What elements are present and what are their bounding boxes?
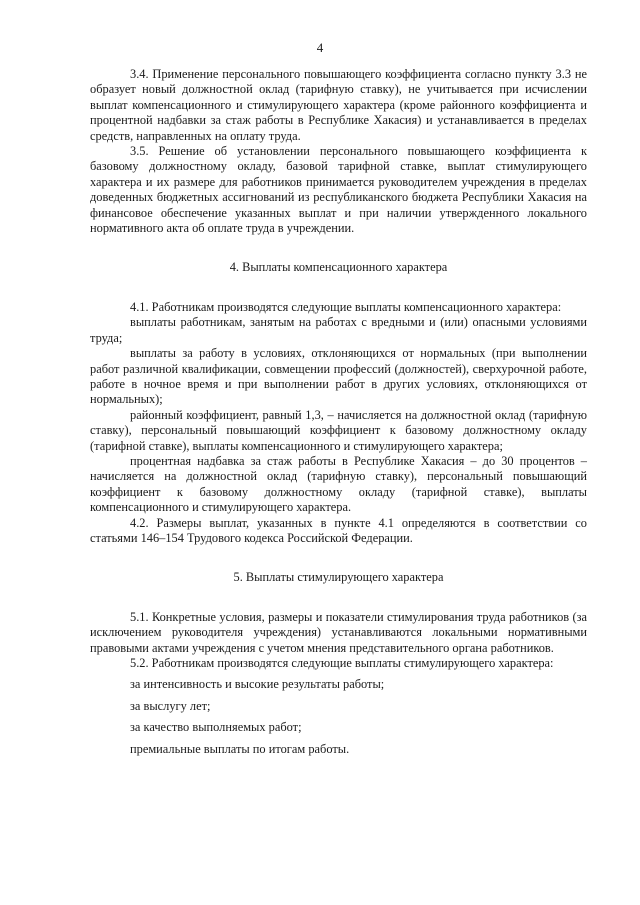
list-item: премиальные выплаты по итогам работы. [130,741,350,756]
section-4-title: 4. Выплаты компенсационного характера [229,260,448,275]
paragraph-4-2: 4.2. Размеры выплат, указанных в пункте 4.1 определяются в соответствии со статьями 146–154 Трудового кодекса Российской Федерации. [90,515,587,545]
page-number: 4 [316,40,324,55]
list-item: за качество выполняемых работ; [130,720,302,735]
paragraph-4-1-item-2: выплаты за работу в условиях, отклоняющихся от нормальных (при выполнении работ различной квалификации, совмещении профессий (должностей), сверхурочной работе, работе в ночное время и при выполнении работ в других условиях, отклоняющихся от нормальных); [90,346,587,407]
paragraph-4-1-item-1: выплаты работникам, занятым на работах с вредными и (или) опасными условиями труда; [90,315,587,345]
paragraph-3-5: 3.5. Решение об установлении персонального повышающего коэффициента к базовому должностному окладу, базовой тарифной ставке, выплат стимулирующего характера и их размере для работников принимается руководителем учреждения в пределах доведенных бюджетных ассигнований из республиканского бюджета Республики Хакасия на финансовое обеспечение указанных выплат и при наличии утвержденного локального нормативного акта об оплате труда в учреждении. [90,144,587,236]
list-item: за выслугу лет; [130,698,211,713]
paragraph-5-2: 5.2. Работникам производятся следующие выплаты стимулирующего характера: [130,656,554,670]
list-item: за интенсивность и высокие результаты работы; [130,677,385,692]
paragraph-5-1: 5.1. Конкретные условия, размеры и показатели стимулирования труда работников (за исключением руководителя учреждения) устанавливаются локальными нормативными правовыми актами учреждения с учетом мнения представительного органа работников. [90,609,587,655]
paragraph-4-1-item-4: процентная надбавка за стаж работы в Республике Хакасия – до 30 процентов – начисляется на должностной оклад (тарифную ставку), персональный повышающий коэффициент к базовому должностному окладу (тарифной ставке), выплаты компенсационного и стимулирующего характера. [90,453,587,515]
paragraph-4-1: 4.1. Работникам производятся следующие выплаты компенсационного характера: [130,299,562,314]
document-body [90,67,587,757]
paragraph-4-1-item-3: районный коэффициент, равный 1,3, – начисляется на должностной оклад (тарифную ставку), персональный повышающий коэффициент к базовому должностному окладу (тарифной ставке), выплаты компенсационного и стимулирующего характера; [90,407,587,453]
section-5-title: 5. Выплаты стимулирующего характера [233,570,444,585]
paragraph-3-4: 3.4. Применение персонального повышающего коэффициента согласно пункту 3.3 не образует новый должностной оклад (тарифную ставку), не учитывается при исчислении выплат компенсационного и стимулирующего характера (кроме районного коэффициента и процентной надбавки за стаж работы в Республике Хакасия) и устанавливается в пределах средств, направленных на оплату труда. [90,67,587,143]
